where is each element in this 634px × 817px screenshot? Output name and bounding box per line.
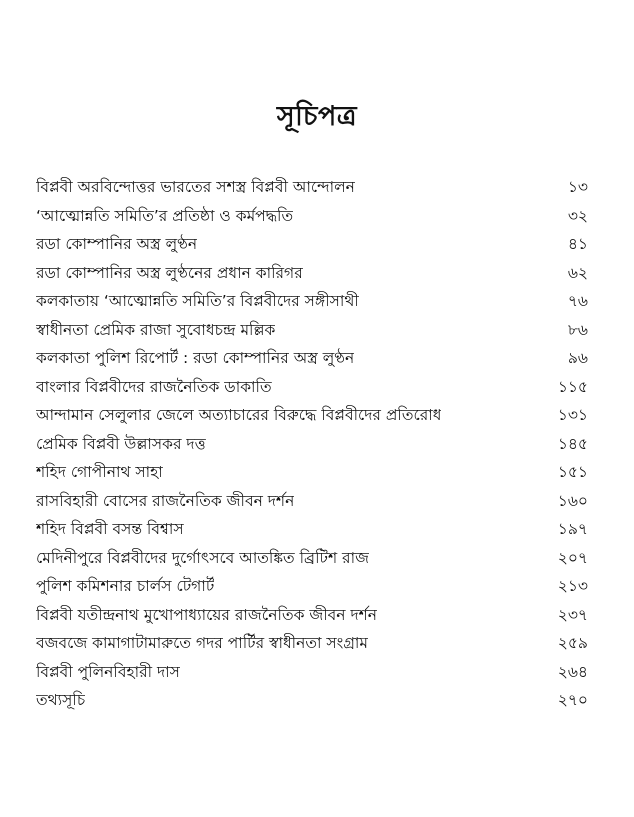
toc-entry-title: আন্দামান সেলুলার জেলে অত্যাচারের বিরুদ্ধে বিপ্লবীদের প্রতিরোধ [36, 406, 442, 424]
toc-entry [36, 344, 588, 373]
toc-entry-page: ২০৭ [557, 548, 588, 567]
toc-entry [36, 658, 588, 687]
toc-entry-page: ২৫৯ [557, 634, 588, 652]
toc-entry-page: ৩২ [567, 206, 588, 225]
toc-entry-page: ১৩১ [557, 406, 588, 424]
toc-entry-title: শহিদ বিপ্লবী বসন্ত বিশ্বাস [36, 520, 184, 538]
toc-entry-page: ৯৬ [567, 349, 588, 367]
toc-entry-page: ৮৬ [567, 320, 588, 339]
toc-entry-page: ২৭০ [557, 691, 588, 709]
toc-entry [36, 601, 588, 630]
toc-entry [36, 515, 588, 544]
toc-entry [36, 287, 588, 316]
toc-entry-title: রাসবিহারী বোসের রাজনৈতিক জীবন দর্শন [36, 491, 295, 510]
toc-entry-title: পুলিশ কমিশনার চার্লস টেগার্ট [36, 577, 215, 595]
toc-entry-page: ১৩ [567, 178, 588, 196]
toc-entry [36, 430, 588, 459]
toc-entry-title: ‘আত্মোন্নতি সমিতি’র প্রতিষ্ঠা ও কর্মপদ্ধতি [36, 206, 294, 225]
toc-entry [36, 544, 588, 573]
toc-entry [36, 487, 588, 516]
toc-entry-title: রডা কোম্পানির অস্ত্র লুণ্ঠন [36, 235, 198, 253]
toc-entry [36, 629, 588, 658]
toc-entry-page: ২১৩ [557, 577, 588, 595]
toc-entry [36, 202, 588, 231]
toc-entry-title: রডা কোম্পানির অস্ত্র লুণ্ঠনের প্রধান কারিগর [36, 263, 303, 282]
toc-entry-page: ১১৫ [557, 377, 588, 396]
toc-entry-title: তথ্যসূচি [36, 691, 86, 709]
toc-entry [36, 572, 588, 601]
toc-entry-title: বজবজে কামাগাটামারুতে গদর পার্টির স্বাধীনতা সংগ্রাম [36, 634, 369, 652]
toc-entry-title: বিপ্লবী পুলিনবিহারী দাস [36, 662, 180, 681]
toc-entry [36, 373, 588, 402]
toc-entry-title: শহিদ গোপীনাথ সাহা [36, 463, 163, 481]
toc-entry-page: ১৯৭ [557, 520, 588, 538]
toc-entry-page: ১৪৫ [557, 434, 588, 453]
toc-entry-page: ১৫১ [557, 463, 588, 481]
toc-entry-title: স্বাধীনতা প্রেমিক রাজা সুবোধচন্দ্র মল্লিক [36, 320, 276, 339]
toc-entry-page: ৭৬ [567, 292, 588, 310]
toc-entry-title: কলকাতা পুলিশ রিপোর্ট : রডা কোম্পানির অস্ত্র লুণ্ঠন [36, 349, 355, 367]
toc-entry [36, 458, 588, 487]
page-title: সূচিপত্র [276, 101, 358, 132]
toc-entry-page: ৬২ [567, 263, 588, 282]
toc-entry-title: মেদিনীপুরে বিপ্লবীদের দুর্গোৎসবে আতঙ্কিত ব্রিটিশ রাজ [36, 548, 369, 567]
toc-entry-title: বিপ্লবী যতীন্দ্রনাথ মুখোপাধ্যায়ের রাজনৈতিক জীবন দর্শন [36, 605, 378, 624]
table-of-contents [36, 173, 588, 715]
toc-entry [36, 259, 588, 288]
toc-entry-title: কলকাতায় ‘আত্মোন্নতি সমিতি’র বিপ্লবীদের সঙ্গীসাথী [36, 292, 359, 310]
toc-entry [36, 173, 588, 202]
toc-entry [36, 401, 588, 430]
toc-entry [36, 686, 588, 715]
toc-entry-title: প্রেমিক বিপ্লবী উল্লাসকর দত্ত [36, 434, 206, 453]
toc-entry-page: ১৬০ [557, 491, 588, 510]
toc-entry [36, 316, 588, 345]
toc-entry-title: বিপ্লবী অরবিন্দোত্তর ভারতের সশস্ত্র বিপ্লবী আন্দোলন [36, 178, 355, 196]
toc-entry-page: ২৬৪ [557, 662, 588, 681]
toc-entry-page: ২৩৭ [557, 605, 588, 624]
toc-entry-page: ৪১ [567, 235, 588, 253]
toc-entry [36, 230, 588, 259]
toc-entry-title: বাংলার বিপ্লবীদের রাজনৈতিক ডাকাতি [36, 377, 272, 396]
